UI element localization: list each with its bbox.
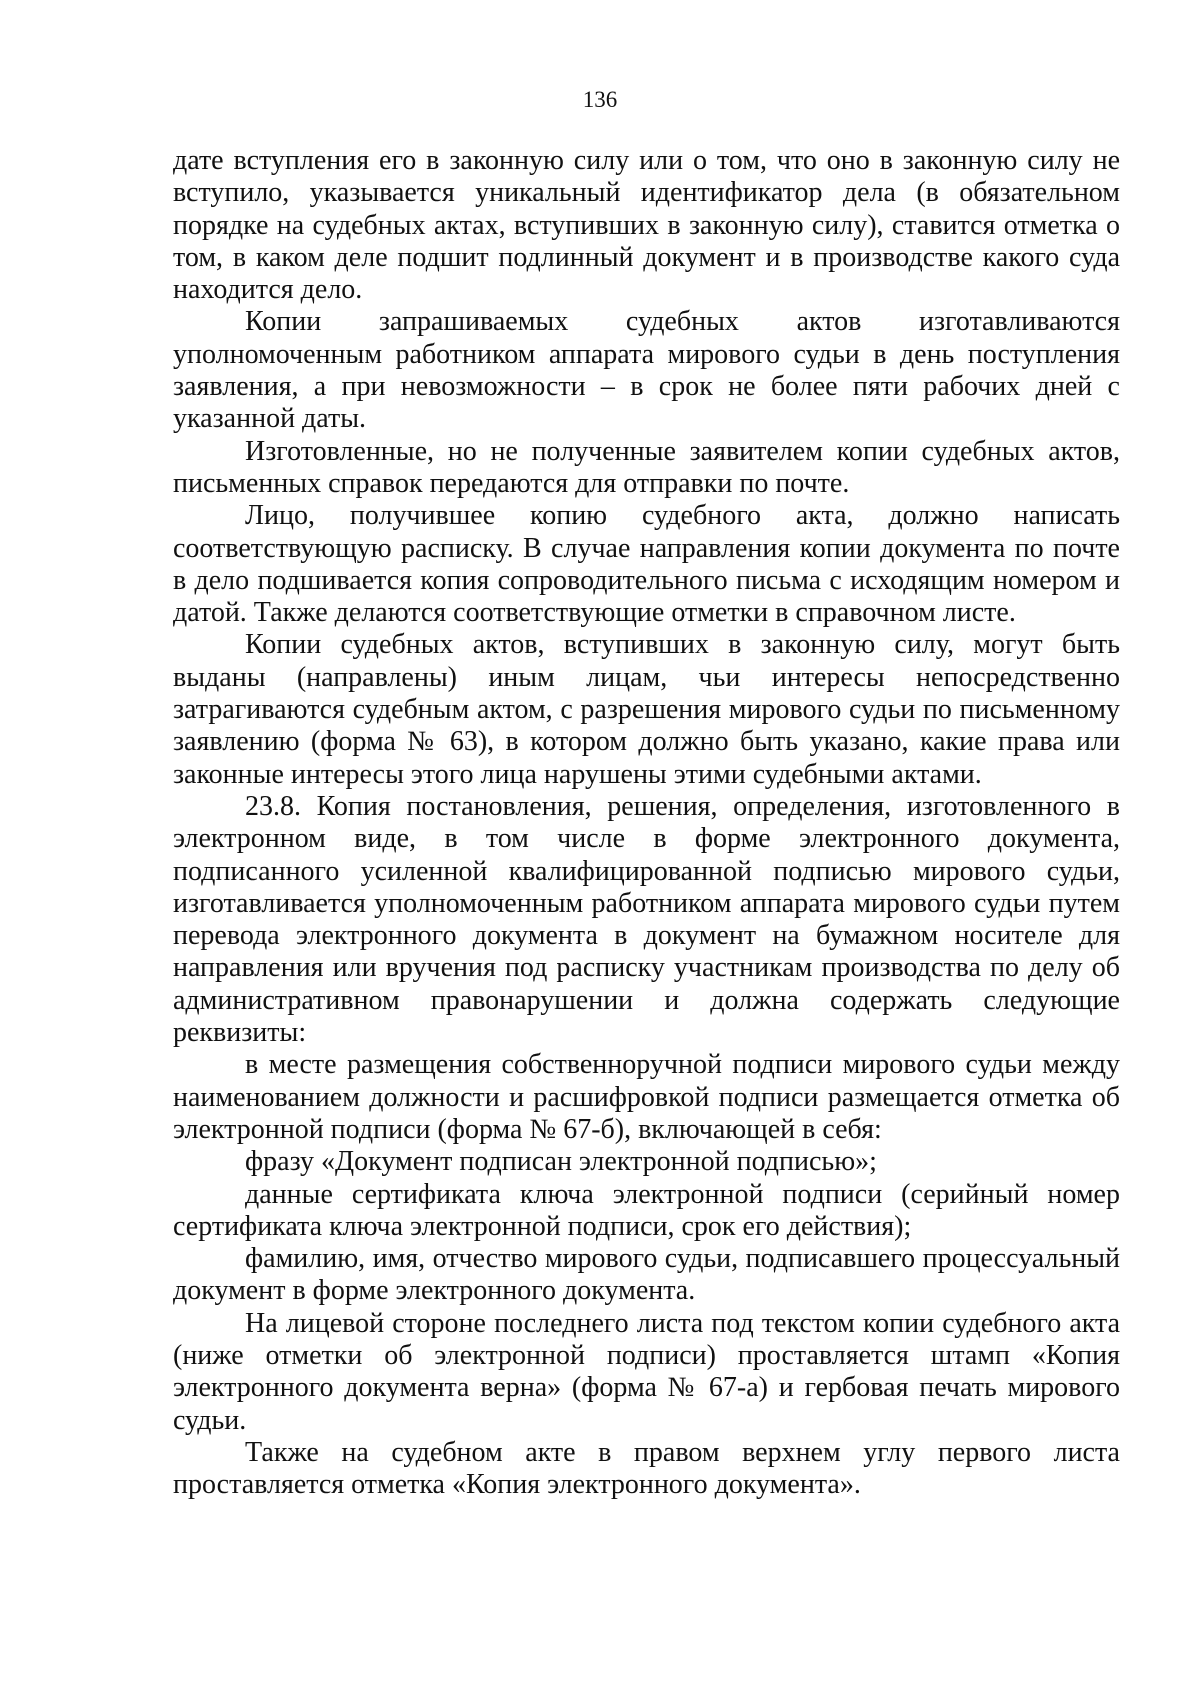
- paragraph-stamp: На лицевой стороне последнего листа под текстом копии судебного акта (ниже отметки об электронной подписи) проставляется штамп «Копия электронного документа верна» (форма № 67-а) и гербовая печать мирового судьи.: [173, 1307, 1120, 1436]
- document-body: [173, 145, 1120, 1501]
- paragraph-continuation: дате вступления его в законную силу или о том, что оно в законную силу не вступило, указывается уникальный идентификатор дела (в обязательном порядке на судебных актах, вступивших в законную силу), ставится отметка о том, в каком деле подшит подлинный документ и в производстве какого суда находится дело.: [173, 145, 1120, 306]
- paragraph-certificate-item: данные сертификата ключа электронной подписи (серийный номер сертификата ключа электронной подписи, срок его действия);: [173, 1178, 1120, 1242]
- paragraph-first-sheet-mark: Также на судебном акте в правом верхнем углу первого листа проставляется отметка «Копия электронного документа».: [173, 1436, 1120, 1501]
- page-number: 136: [582, 87, 618, 112]
- paragraph-receipt: Лицо, получившее копию судебного акта, должно написать соответствующую расписку. В случае направления копии документа по почте в дело подшивается копия сопроводительного письма с исходящим номером и датой. Также делаются соответствующие отметки в справочном листе.: [173, 500, 1120, 629]
- paragraph-copies-production: Копии запрашиваемых судебных актов изготавливаются уполномоченным работником аппарата мирового судьи в день поступления заявления, а при невозможности – в срок не более пяти рабочих дней с указанной даты.: [173, 306, 1120, 435]
- paragraph-phrase-item: фразу «Документ подписан электронной подписью»;: [245, 1146, 877, 1178]
- paragraph-third-party-copies: Копии судебных актов, вступивших в законную силу, могут быть выданы (направлены) иным лицам, чьи интересы непосредственно затрагиваются судебным актом, с разрешения мирового судьи по письменному заявлению (форма № 63), в котором должно быть указано, какие права или законные интересы этого лица нарушены этими судебными актами.: [173, 629, 1120, 790]
- paragraph-section-23-8: 23.8. Копия постановления, решения, определения, изготовленного в электронном виде, в том числе в форме электронного документа, подписанного усиленной квалифицированной подписью мирового судьи, изготавливается уполномоченным работником аппарата мирового судьи путем перевода электронного документа в документ на бумажном носителе для направления или вручения под расписку участникам производства по делу об административном правонарушении и должна содержать следующие реквизиты:: [173, 790, 1120, 1049]
- paragraph-unclaimed-copies: Изготовленные, но не полученные заявителем копии судебных актов, письменных справок передаются для отправки по почте.: [173, 435, 1120, 499]
- paragraph-signature-mark: в месте размещения собственноручной подписи мирового судьи между наименованием должности и расшифровкой подписи размещается отметка об электронной подписи (форма № 67-б), включающей в себя:: [173, 1049, 1120, 1145]
- paragraph-judge-name-item: фамилию, имя, отчество мирового судьи, подписавшего процессуальный документ в форме электронного документа.: [173, 1243, 1120, 1307]
